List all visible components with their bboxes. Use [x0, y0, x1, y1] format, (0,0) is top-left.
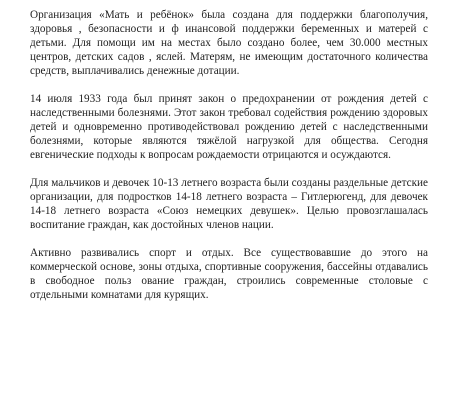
- document-body: [30, 8, 428, 302]
- paragraph-sport-and-leisure: Активно развивались спорт и отдых. Все существовавшие до этого на коммерческой основе, зоны отдыха, спортивные сооружения, бассейны отдавались в свободное польз ование граждан, строились современные столовые с отдельными комнатами для курящих.: [30, 247, 428, 301]
- paragraph-youth-organizations: Для мальчиков и девочек 10-13 летнего возраста были созданы раздельные детские организации, для подростков 14-18 летнего возраста – Гитлерюгенд, для девочек 14-18 летнего возраста «Союз немецких девушек». Целью провозглашалась воспитание граждан, как достойных членов нации.: [30, 177, 428, 231]
- cropped-text-edge: [30, 0, 180, 4]
- paragraph-mother-child-organization: Организация «Мать и ребёнок» была создана для поддержки благополучия, здоровья , безопасности и ф инансовой поддержки беременных и матерей с детьми. Для помощи им на местах было создано более, чем 30.000 местных центров, детских садов , яслей. Матерям, не имеющим достаточного количества средств, выплачивались денежные дотации.: [30, 9, 428, 77]
- paragraph-hereditary-diseases-law: 14 июля 1933 года был принят закон о предохранении от рождения детей с наследственными болезнями. Этот закон требовал содействия рождению здоровых детей и одновременно противодействовал рождению детей с наследственными болезнями, которые являются тяжёлой нагрузкой для общества. Сегодня евгенические подходы к вопросам рождаемости отрицаются и осуждаются.: [30, 93, 428, 161]
